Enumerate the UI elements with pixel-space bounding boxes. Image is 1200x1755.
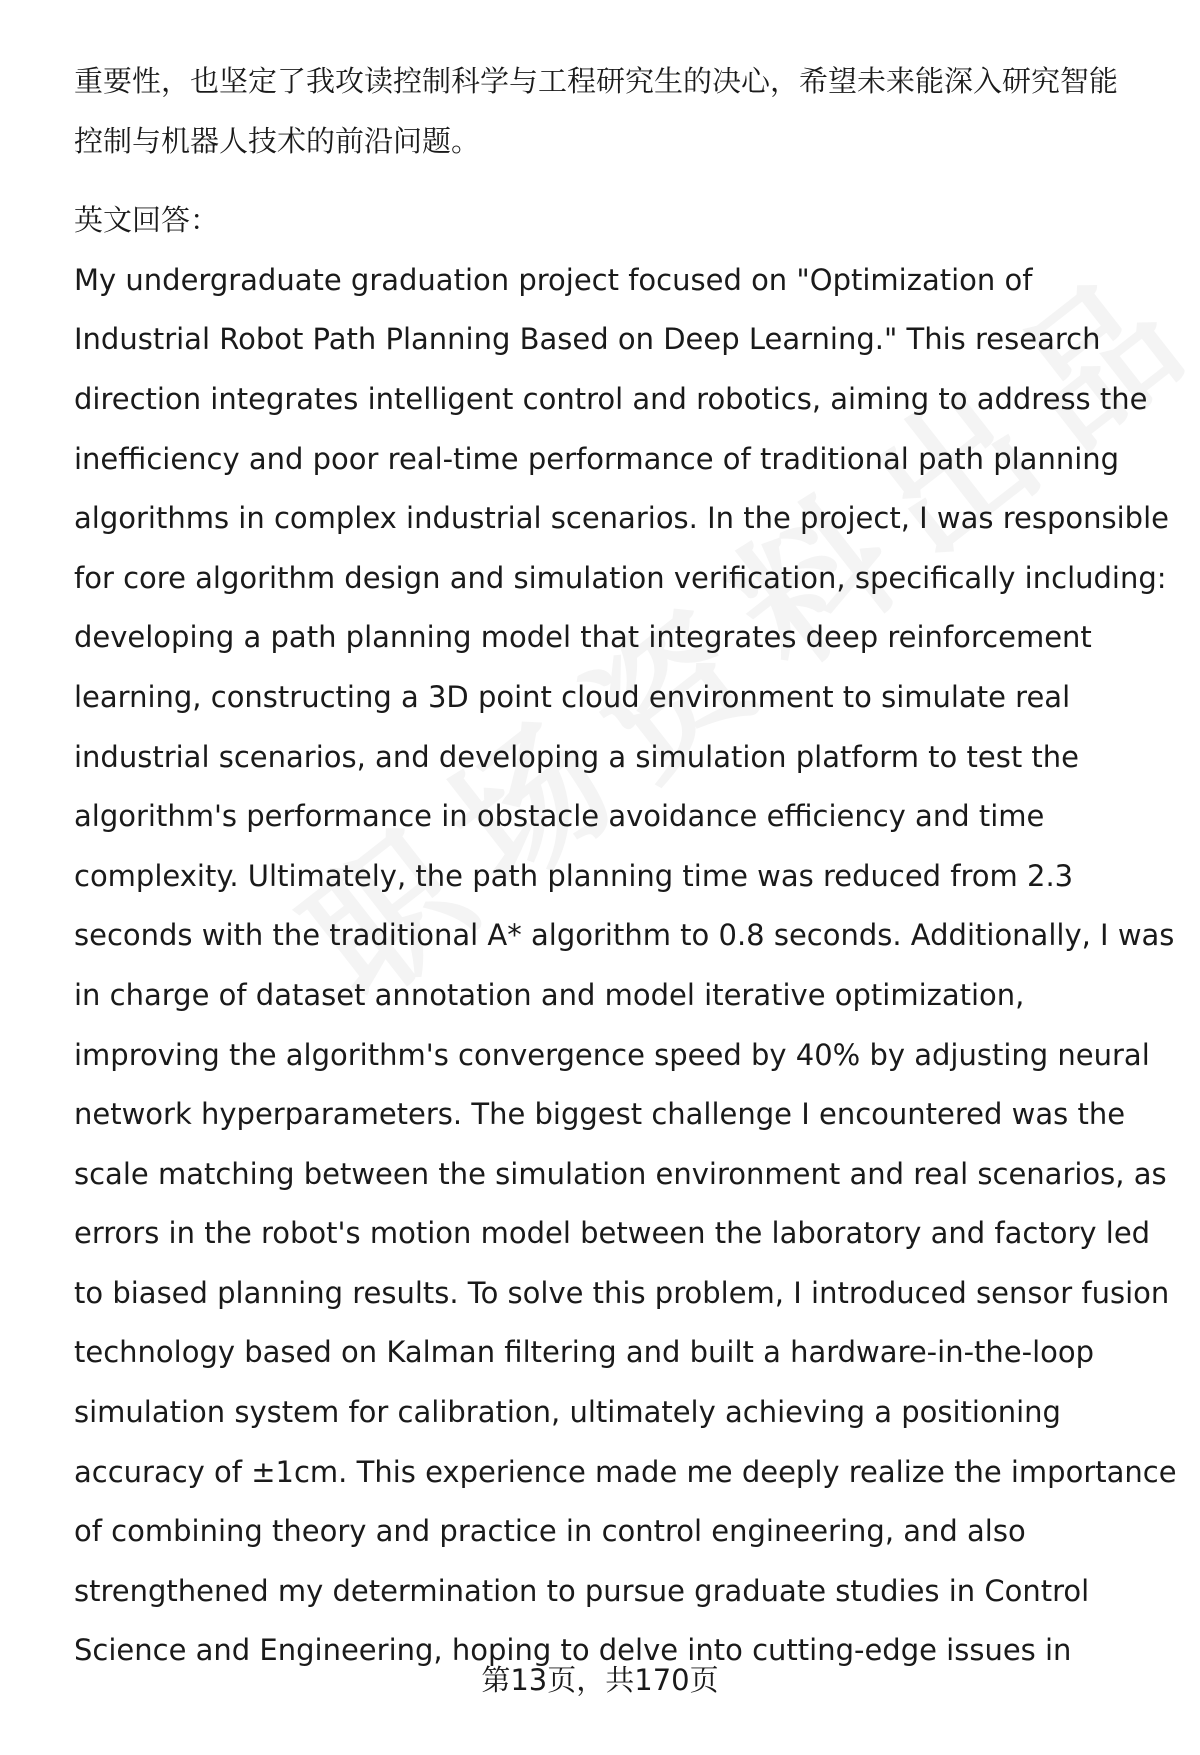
text-line: 重要性，也坚定了我攻读控制科学与工程研究生的决心，希望未来能深入研究智能	[74, 64, 1119, 98]
text-line: inefficiency and poor real-time performance of traditional path planning	[74, 441, 1120, 476]
text-line: simulation system for calibration, ultimately achieving a positioning	[74, 1395, 1061, 1430]
text-line: Science and Engineering, hoping to delve into cutting-edge issues in	[74, 1633, 1072, 1668]
text-line: strengthened my determination to pursue graduate studies in Control	[74, 1573, 1090, 1608]
text-line: network hyperparameters. The biggest challenge I encountered was the	[74, 1097, 1126, 1132]
text-line: for core algorithm design and simulation verification, specifically including:	[74, 560, 1167, 595]
text-line: algorithms in complex industrial scenarios. In the project, I was responsible	[74, 501, 1169, 536]
text-line: improving the algorithm's convergence speed by 40% by adjusting neural	[74, 1037, 1150, 1072]
text-line: direction integrates intelligent control and robotics, aiming to address the	[74, 381, 1148, 416]
text-line: in charge of dataset annotation and model iterative optimization,	[74, 977, 1025, 1012]
chinese-answer-tail	[74, 52, 1154, 171]
text-line: accuracy of ±1cm. This experience made me deeply realize the importance	[74, 1454, 1177, 1489]
text-line: algorithm's performance in obstacle avoidance efficiency and time	[74, 799, 1045, 834]
text-line: My undergraduate graduation project focused on "Optimization of	[74, 262, 1033, 297]
text-line: errors in the robot's motion model between the laboratory and factory led	[74, 1216, 1151, 1251]
text-line: developing a path planning model that integrates deep reinforcement	[74, 620, 1092, 655]
text-line: technology based on Kalman filtering and built a hardware-in-the-loop	[74, 1335, 1095, 1370]
text-line: 控制与机器人技术的前沿问题。	[74, 123, 481, 158]
text-line: of combining theory and practice in control engineering, and also	[74, 1514, 1026, 1549]
text-line: complexity. Ultimately, the path planning time was reduced from 2.3	[74, 858, 1074, 893]
page-content	[74, 52, 1177, 1681]
text-line: Industrial Robot Path Planning Based on Deep Learning." This research	[74, 322, 1101, 357]
english-answer-body	[74, 251, 1177, 1681]
text-line: seconds with the traditional A* algorithm to 0.8 seconds. Additionally, I was	[74, 918, 1175, 953]
page-number: 第13页，共170页	[481, 1663, 719, 1697]
english-answer-label: 英文回答：	[74, 203, 220, 238]
text-line: to biased planning results. To solve this problem, I introduced sensor fusion	[74, 1275, 1170, 1310]
text-line: scale matching between the simulation environment and real scenarios, as	[74, 1156, 1167, 1191]
text-line: industrial scenarios, and developing a simulation platform to test the	[74, 739, 1080, 774]
text-line: learning, constructing a 3D point cloud environment to simulate real	[74, 679, 1071, 714]
